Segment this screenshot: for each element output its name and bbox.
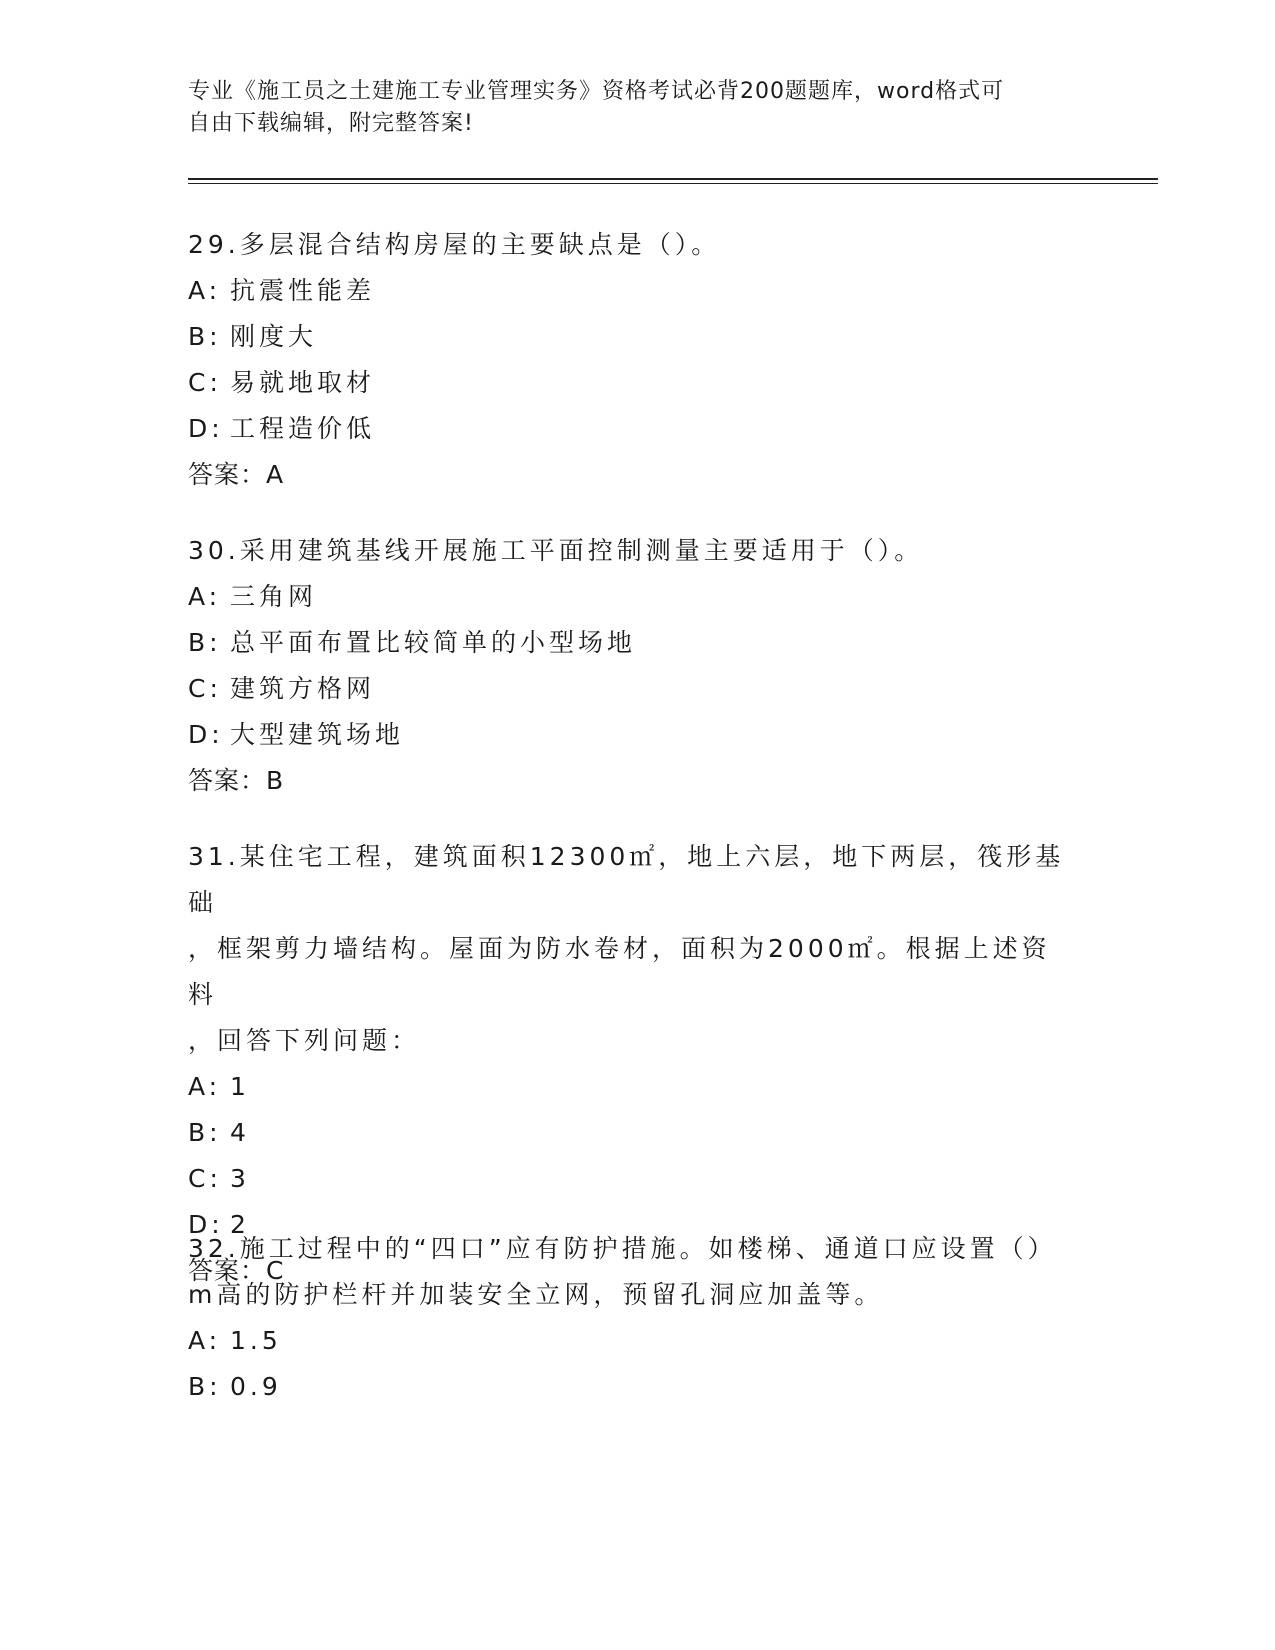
- answer-line: [188, 758, 1068, 804]
- option-text: 抗震性能差: [230, 276, 376, 305]
- answer-label: 答案：: [188, 460, 267, 489]
- question-30: [188, 528, 1068, 804]
- option-key: A:: [188, 582, 222, 611]
- option-a: [188, 574, 1068, 620]
- question-stem-line: ，回答下列问题：: [188, 1026, 421, 1055]
- option-b: [188, 620, 1068, 666]
- answer-line: [188, 452, 1068, 498]
- question-32: [188, 1226, 1068, 1410]
- question-29: [188, 222, 1068, 498]
- option-key: A:: [188, 1072, 222, 1101]
- answer-value: B: [266, 766, 285, 795]
- question-stem-line: ，框架剪力墙结构。屋面为防水卷材，面积为2000㎡。根据上述资料: [188, 934, 1051, 1009]
- option-text: 大型建筑场地: [230, 720, 405, 749]
- option-text: 1: [230, 1072, 250, 1101]
- option-key: D:: [188, 1210, 224, 1239]
- header-line-1: 专业《施工员之土建施工专业管理实务》资格考试必背200题题库，word格式可: [188, 79, 1005, 104]
- option-text: 三角网: [230, 582, 318, 611]
- answer-label: 答案：: [188, 1256, 267, 1285]
- option-d: [188, 712, 1068, 758]
- option-key: D:: [188, 720, 224, 749]
- option-a: [188, 268, 1068, 314]
- option-a: [188, 1318, 1068, 1364]
- option-text: 总平面布置比较简单的小型场地: [230, 628, 637, 657]
- option-text: 4: [230, 1118, 250, 1147]
- option-key: C:: [188, 1164, 222, 1193]
- option-text: 刚度大: [230, 322, 318, 351]
- option-key: C:: [188, 368, 222, 397]
- option-c: [188, 666, 1068, 712]
- question-stem-line: m高的防护栏杆并加装安全立网，预留孔洞应加盖等。: [188, 1280, 884, 1309]
- option-key: B:: [188, 628, 222, 657]
- question-stem: 30.采用建筑基线开展施工平面控制测量主要适用于（）。: [188, 536, 924, 565]
- option-key: D:: [188, 414, 224, 443]
- option-c: [188, 360, 1068, 406]
- option-text: 1.5: [230, 1326, 282, 1355]
- option-text: 易就地取材: [230, 368, 376, 397]
- option-a: [188, 1064, 1068, 1110]
- question-stem-line: 31.某住宅工程，建筑面积12300㎡，地上六层，地下两层，筏形基础: [188, 842, 1065, 917]
- option-text: 0.9: [230, 1372, 282, 1401]
- answer-value: A: [266, 460, 285, 489]
- option-c: [188, 1156, 1068, 1202]
- header-line-2: 自由下载编辑，附完整答案!: [188, 111, 474, 136]
- option-d: [188, 406, 1068, 452]
- option-key: B:: [188, 322, 222, 351]
- option-b: [188, 314, 1068, 360]
- option-key: B:: [188, 1118, 222, 1147]
- header-divider: [188, 178, 1158, 184]
- option-text: 建筑方格网: [230, 674, 376, 703]
- option-text: 3: [230, 1164, 250, 1193]
- document-header: [188, 76, 1068, 140]
- option-key: A:: [188, 1326, 222, 1355]
- option-b: [188, 1110, 1068, 1156]
- option-key: C:: [188, 674, 222, 703]
- option-b: [188, 1364, 1068, 1410]
- option-text: 2: [230, 1210, 250, 1239]
- question-stem: 29.多层混合结构房屋的主要缺点是（）。: [188, 230, 721, 259]
- question-31: [188, 834, 1068, 1294]
- option-key: A:: [188, 276, 222, 305]
- option-key: B:: [188, 1372, 222, 1401]
- option-text: 工程造价低: [230, 414, 376, 443]
- question-stem-line: 32.施工过程中的“四口”应有防护措施。如楼梯、通道口应设置（）: [188, 1234, 1057, 1263]
- answer-value: C: [266, 1256, 285, 1285]
- answer-label: 答案：: [188, 766, 267, 795]
